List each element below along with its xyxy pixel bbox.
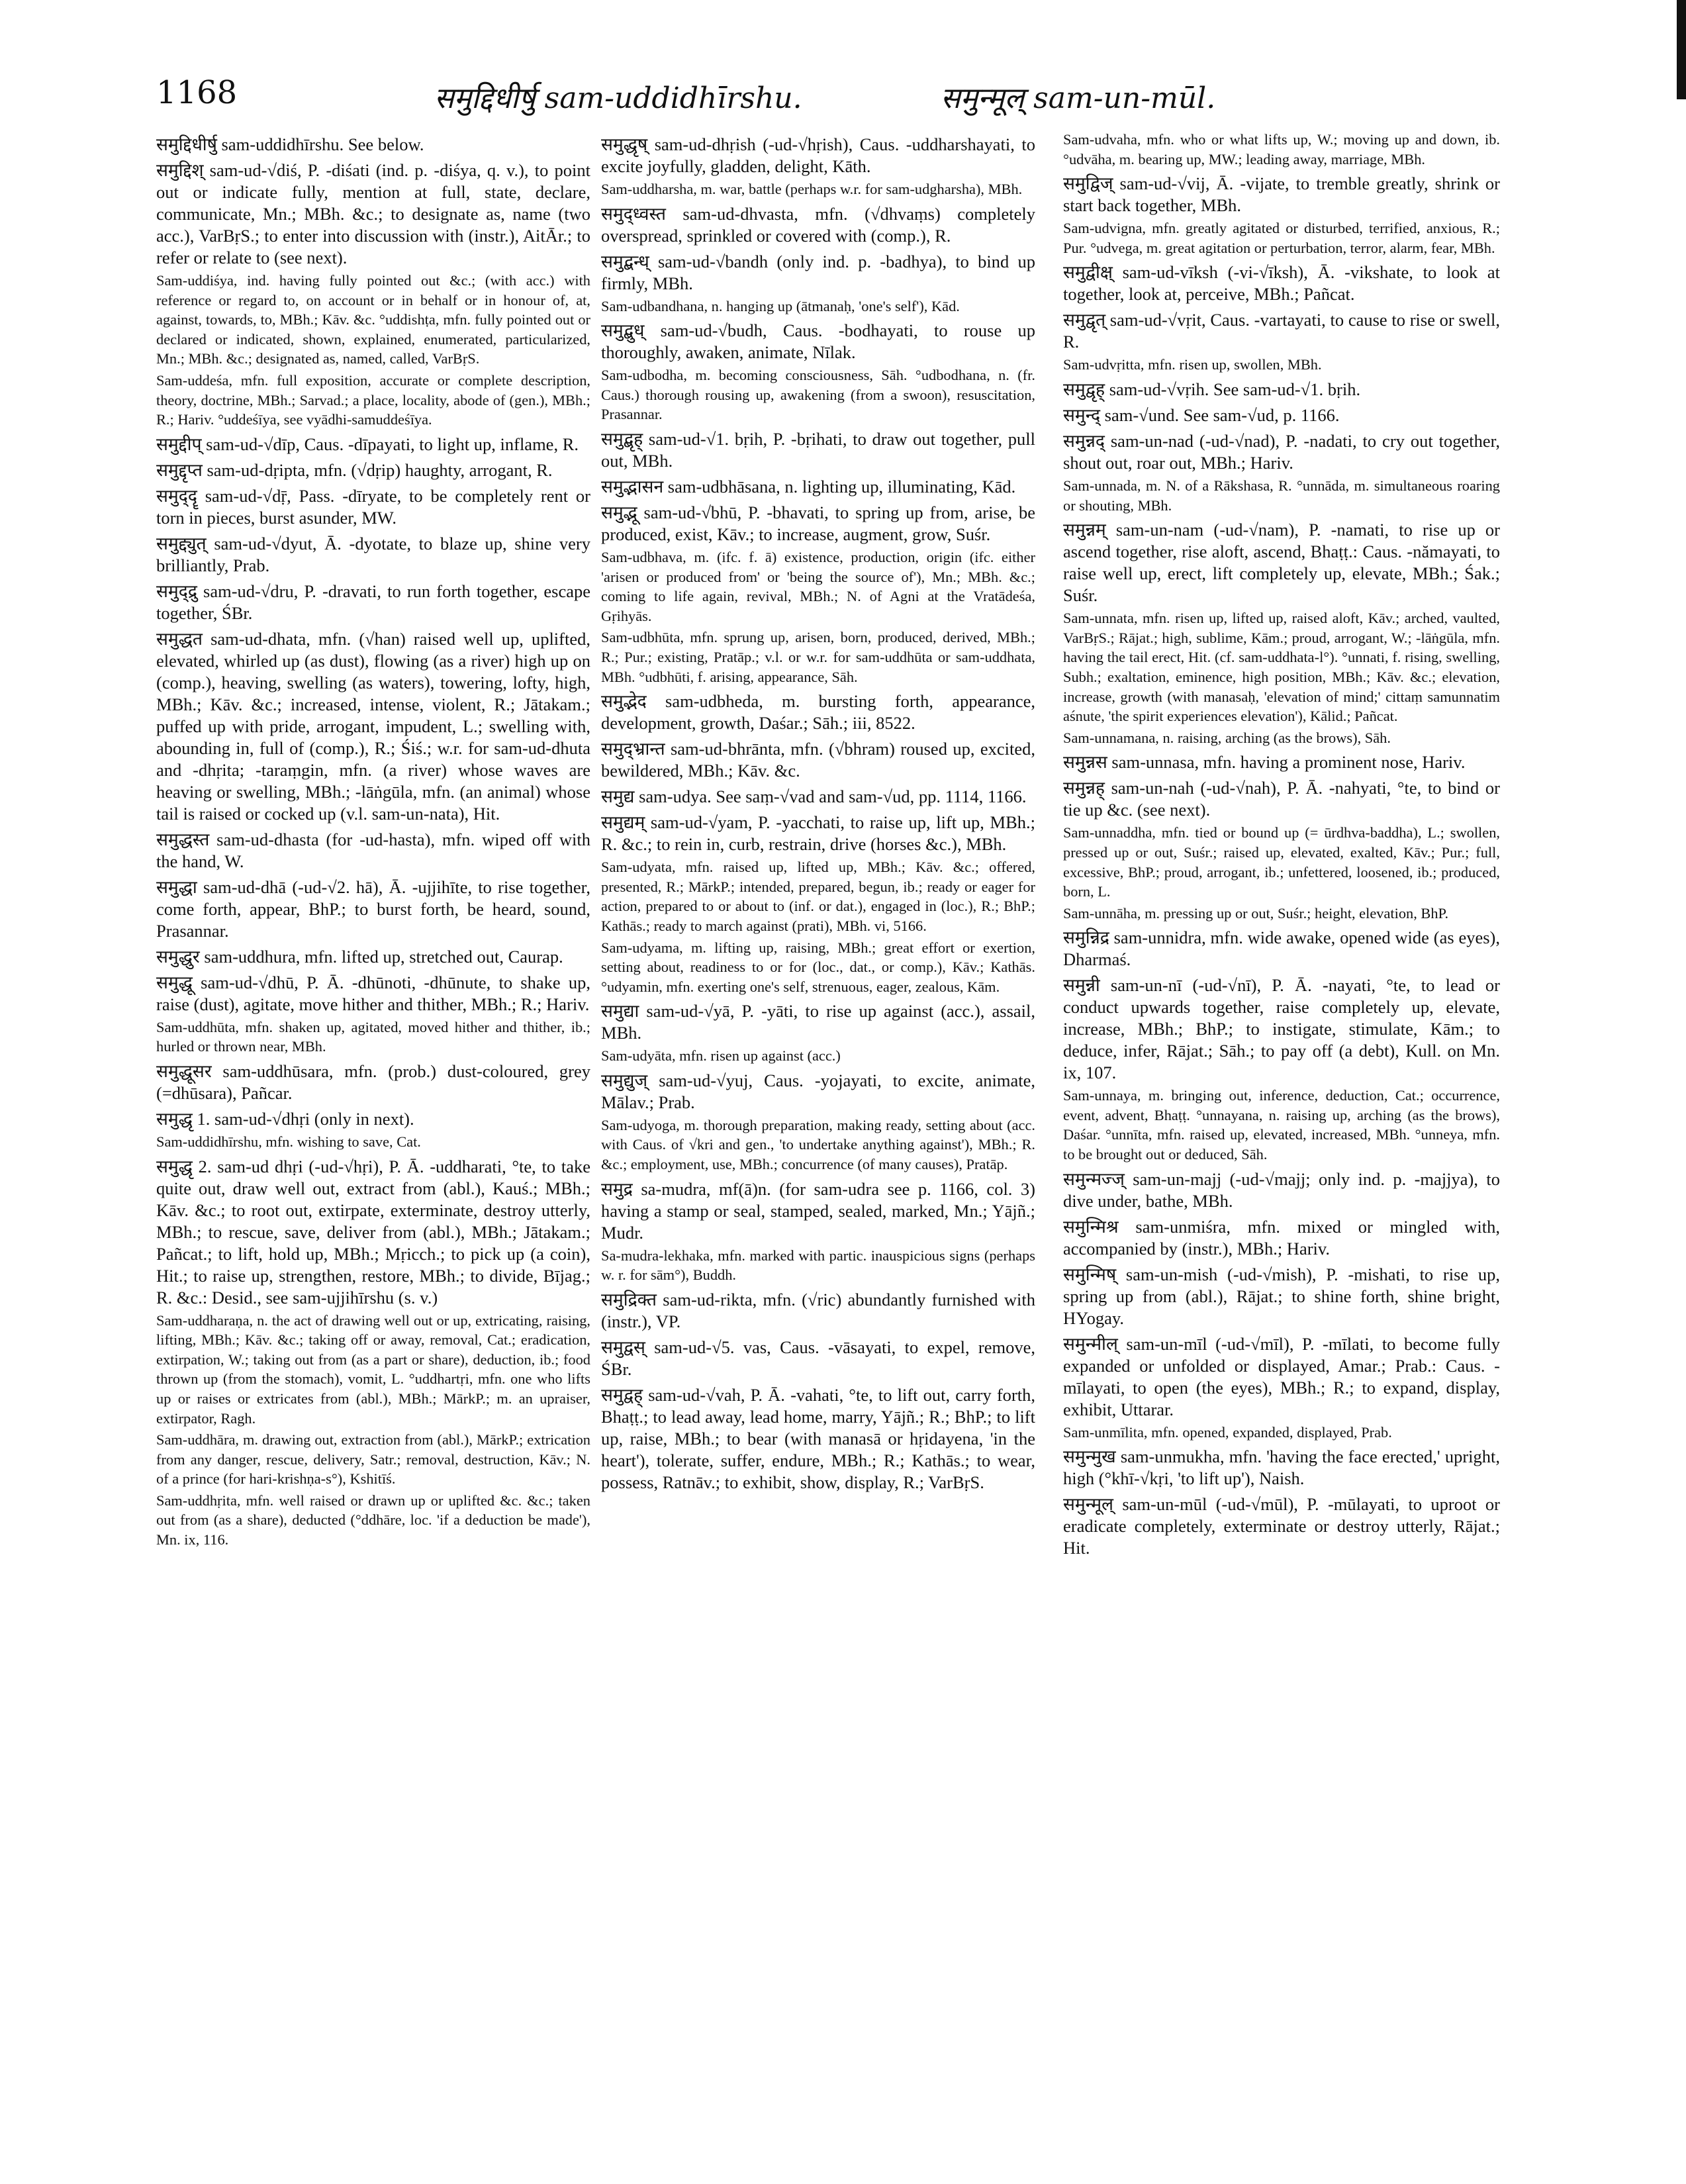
dictionary-entry: समुद्धृष् sam-ud-dhṛish (-ud-√hṛish), Caus. -uddharshayati, to excite joyfully, gladden, delight, Kāth. (601, 134, 1035, 176)
dictionary-entry: Sam-uddhṛita, mfn. well raised or drawn up or uplifted &c. &c.; taken out from (as a share), deducted (°ddhāre, loc. 'if a deduction be made'), Mn. ix, 116. (156, 1492, 590, 1548)
dictionary-entry: समुद्भासन sam-udbhāsana, n. lighting up, illuminating, Kād. (601, 476, 1016, 497)
dictionary-entry: समुद्विज् sam-ud-√vij, Ā. -vijate, to tremble greatly, shrink or start back together, MBh. (1063, 173, 1500, 216)
dictionary-entry: समुन्मिश्र sam-unmiśra, mfn. mixed or mingled with, accompanied by (instr.), MBh.; Hariv. (1063, 1216, 1500, 1258)
dictionary-entry: समुद्द्युत् sam-ud-√dyut, Ā. -dyotate, to blaze up, shine very brilliantly, Prab. (156, 533, 590, 575)
dictionary-entry: समुन्नम् sam-un-nam (-ud-√nam), P. -namati, to rise up or ascend together, rise aloft, ascend, Bhaṭṭ.: Caus. -nămayati, to raise well up, erect, lift completely up, elevate, MBh.; Śak.; Suśr. (1063, 520, 1500, 606)
dictionary-entry: Sam-uddiśya, ind. having fully pointed out &c.; (with acc.) with reference or regard to, on account or in behalf or in honour of, at, against, towards, to, MBh.; Kāv. &c. °uddishṭa, mfn. fully pointed out or declared or indicated, shown, explained, enumerated, particularized, Mn.; MBh. &c.; designated as, named, called, VarBṛS. (156, 272, 590, 367)
dictionary-entry: Sam-udbhūta, mfn. sprung up, arisen, born, produced, derived, MBh.; R.; Pur.; existing, Pratāp.; v.l. or w.r. for sam-uddhūta or sam-uddhata, MBh. °udbhūti, f. arising, appearance, Sāh. (601, 629, 1035, 685)
dictionary-entry: समुद्वह् sam-ud-√vah, P. Ā. -vahati, °te, to lift out, carry forth, Bhaṭṭ.; to lead away, lead home, marry, Yājñ.; R.; BhP.; to lift up, raise, MBh.; to bear (with manasā or hṛidayena, 'in the heart'), tolerate, suffer, endure, MBh.; R.; Kathās.; to wear, possess, Ratnāv.; to exhibit, show, display, R.; VarBṛS. (601, 1384, 1035, 1492)
dictionary-entry: समुद्धू sam-ud-√dhū, P. Ā. -dhūnoti, -dhūnute, to shake up, raise (dust), agitate, move hither and thither, MBh.; R.; Hariv. (156, 972, 590, 1014)
dictionary-entry: Sam-udbhava, m. (ifc. f. ā) existence, production, origin (ifc. either 'arisen or produced from' or 'being the source of'), Mn.; MBh. &c.; coming to life again, revival, MBh.; N. of Agni at the Vratādeśa, Gṛihyās. (601, 548, 1035, 624)
left-running-head: समुद्दिधीर्षु sam-uddidhīrshu. (434, 81, 802, 115)
dictionary-entry: समुद्दॄ sam-ud-√dṝ, Pass. -dīryate, to be completely rent or torn in pieces, burst asunder, MW. (156, 485, 590, 528)
dictionary-entry: समुद्धुर sam-uddhura, mfn. lifted up, stretched out, Caurap. (156, 946, 563, 967)
dictionary-entry: समुद्भ्रान्त sam-ud-bhrānta, mfn. (√bhram) roused up, excited, bewildered, MBh.; Kāv. &c. (601, 739, 1035, 781)
dictionary-entry: Sam-unnata, mfn. risen up, lifted up, raised aloft, Kāv.; arched, vaulted, VarBṛS.; Rājat.; high, sublime, Kām.; proud, arrogant, W.; -lāṅgūla, mfn. having the tail erect, Hit. (cf. sam-uddhata-l°). °unnati, f. rising, swelling, Subh.; exaltation, eminence, high position, MBh.; Kāv. &c.; elevation, increase, growth (with manasaḥ, 'elevation of mind;' cittaṃ samunnatim aśnute, 'the spirit experiences elevation'), Kālid.; Pañcat. (1063, 610, 1500, 725)
dictionary-entry: Sam-uddhūta, mfn. shaken up, agitated, moved hither and thither, ib.; hurled or thrown near, MBh. (156, 1018, 590, 1055)
dictionary-entry: Sa-mudra-lekhaka, mfn. marked with partic. inauspicious signs (perhaps w. r. for sām°), Buddh. (601, 1247, 1035, 1284)
dictionary-entry: समुद्धृ 2. sam-ud dhṛi (-ud-√hṛi), P. Ā. -uddharati, °te, to take quite out, draw well out, extract from (abl.), Kauś.; MBh.; Kāv. &c.; to root out, extirpate, exterminate, destroy utterly, MBh.; to rescue, save, deliver from (abl.), MBh.; Jātakam.; Pañcat.; to lift, hold up, MBh.; Mṛicch.; to pick up (a coin), Hit.; to raise up, strengthen, restore, MBh.; to divide, Bījag.; R. &c.: Desid., see sam-ujjihīrshu (s. v.) (156, 1156, 590, 1307)
page-number: 1168 (156, 74, 238, 111)
dictionary-entry: समुद्बन्ध् sam-ud-√bandh (only ind. p. -badhya), to bind up firmly, MBh. (601, 251, 1035, 293)
column-2 (601, 130, 1035, 1496)
dictionary-entry: समुन्द् sam-√und. See sam-√ud, p. 1166. (1063, 404, 1340, 425)
dictionary-entry: समुन्मील् sam-un-mīl (-ud-√mīl), P. -mīlati, to become fully expanded or unfolded or displayed, Amar.; Prab.: Caus. -mīlayati, to open (the eyes), MBh.; R.; to expand, display, exhibit, Uttarar. (1063, 1333, 1500, 1419)
dictionary-entry: Sam-unnamana, n. raising, arching (as the brows), Sāh. (1063, 729, 1391, 746)
dictionary-entry: समुन्मुख sam-unmukha, mfn. 'having the face erected,' upright, high (°khī-√kṛi, 'to lift up'), Naish. (1063, 1447, 1500, 1489)
scan-edge-mark (1677, 0, 1686, 99)
dictionary-entry: समुद्वीक्ष् sam-ud-vīksh (-vi-√īksh), Ā. -vikshate, to look at together, look at, perceive, MBh.; Pañcat. (1063, 262, 1500, 305)
dictionary-entry: समुद्यम् sam-ud-√yam, P. -yacchati, to raise up, lift up, MBh.; R. &c.; to rein in, curb, restrain, drive (horses &c.), MBh. (601, 812, 1035, 855)
dictionary-entry: Sam-unnaya, m. bringing out, inference, deduction, Cat.; occurrence, event, advent, Bhaṭṭ. °unnayana, n. raising up, arching (as the brows), Daśar. °unnīta, mfn. raised up, elevated, increased, MBh. °unneya, mfn. to be brought out or deduced, Sāh. (1063, 1087, 1500, 1163)
dictionary-entry: समुद्धृ 1. sam-ud-√dhṛi (only in next). (156, 1108, 414, 1129)
dictionary-entry: Sam-uddidhīrshu, mfn. wishing to save, Cat. (156, 1133, 421, 1150)
dictionary-entry: समुद्दिधीर्षु sam-uddidhīrshu. See below. (156, 134, 424, 154)
dictionary-entry: Sam-unmīlita, mfn. opened, expanded, displayed, Prab. (1063, 1423, 1392, 1441)
dictionary-entry: Sam-udbandhana, n. hanging up (ātmanaḥ, 'one's self'), Kād. (601, 297, 960, 314)
dictionary-entry: Sam-unnada, m. N. of a Rākshasa, R. °unnāda, m. simultaneous roaring or shouting, MBh. (1063, 477, 1500, 514)
dictionary-entry: समुद्वृत् sam-ud-√vṛit, Caus. -vartayati, to cause to rise or swell, R. (1063, 310, 1500, 352)
dictionary-entry: Sam-udvṛitta, mfn. risen up, swollen, MBh. (1063, 356, 1322, 373)
dictionary-entry: समुद्बृह् sam-ud-√1. bṛih, P. -bṛihati, to draw out together, pull out, MBh. (601, 428, 1035, 471)
dictionary-entry: समुद्रिक्त sam-ud-rikta, mfn. (√ric) abundantly furnished with (instr.), VP. (601, 1289, 1035, 1331)
dictionary-entry: समुद्य sam-udya. See saṃ-√vad and sam-√ud, pp. 1114, 1166. (601, 786, 1027, 807)
dictionary-entry: समुन्नह् sam-un-nah (-ud-√nah), P. Ā. -nahyati, °te, to bind or tie up &c. (see next). (1063, 778, 1500, 820)
dictionary-entry: Sam-udyāta, mfn. risen up against (acc.) (601, 1047, 841, 1065)
dictionary-entry: समुन्निद्र sam-unnidra, mfn. wide awake, opened wide (as eyes), Dharmaś. (1063, 927, 1500, 970)
dictionary-entry: Sam-udyata, mfn. raised up, lifted up, MBh.; Kāv. &c.; offered, presented, R.; MārkP.; intended, prepared, begun, ib.; ready or eager for action, prepared to or about to (inf. or dat.), engaged in (loc.), R.; BhP.; Kathās.; ready to march against (prati), MBh. vi, 5166. (601, 859, 1035, 934)
dictionary-entry: समुद्धत sam-ud-dhata, mfn. (√han) raised well up, uplifted, elevated, whirled up (as dust), flowing (as a river) high up on (comp.), heaving, swelling (as waters), towering, lofty, high, MBh.; Kāv. &c.; increased, intense, violent, R.; Jātakam.; puffed up with pride, arrogant, impudent, L.; swelling with, abounding in, full of (comp.), R.; Śiś.; w.r. for sam-ud-dhuta and -dhṛita; -taraṃgin, mfn. (a river) whose waves are heaving or swelling, MBh.; -lāṅgūla, mfn. (an animal) whose tail is raised or cocked up (v.l. sam-un-nata), Hit. (156, 628, 590, 824)
dictionary-entry: समुद्भेद sam-udbheda, m. bursting forth, appearance, development, growth, Daśar.; Sāh.; iii, 8522. (601, 691, 1035, 734)
dictionary-entry: समुद्दृप्त sam-ud-dṛipta, mfn. (√dṛip) haughty, arrogant, R. (156, 459, 553, 480)
dictionary-entry: Sam-uddharaṇa, n. the act of drawing well out or up, extricating, raising, lifting, MBh.; Kāv. &c.; taking off or away, removal, Cat.; eradication, extirpation, W.; taking out from (as a part or share), deduction, ib.; food thrown up (from the stomach), vomit, L. °uddhartṛi, mfn. one who lifts up or raises or extricates from (abl.), MBh.; MārkP.; m. an upraiser, extirpator, Ragh. (156, 1311, 590, 1427)
dictionary-entry: समुद्युज् sam-ud-√yuj, Caus. -yojayati, to excite, animate, Mālav.; Prab. (601, 1070, 1035, 1112)
right-running-head: समुन्मूल् sam-un-mūl. (941, 81, 1216, 115)
column-3 (1063, 130, 1500, 1561)
dictionary-entry: समुन्मिष् sam-un-mish (-ud-√mish), P. -mishati, to rise up, spring up from (abl.), Rājat.; to shine forth, shine bright, HYogay. (1063, 1264, 1500, 1328)
page-header (156, 74, 1536, 120)
dictionary-entry: समुन्मज्ज् sam-un-majj (-ud-√majj; only ind. p. -majjya), to dive under, bathe, MBh. (1063, 1168, 1500, 1211)
dictionary-entry: Sam-udbodha, m. becoming consciousness, Sāh. °udbodhana, n. (fr. Caus.) thorough rousing up, awakening (from a swoon), resuscitation, Prasannar. (601, 367, 1035, 423)
dictionary-entry: समुद्धा sam-ud-dhā (-ud-√2. hā), Ā. -ujjihīte, to rise together, come forth, appear, BhP.; to burst forth, be heard, sound, Prasannar. (156, 877, 590, 941)
dictionary-entry: समुद्या sam-ud-√yā, P. -yāti, to rise up against (acc.), assail, MBh. (601, 1001, 1035, 1043)
dictionary-entry: Sam-udvaha, mfn. who or what lifts up, W.; moving up and down, ib. °udvāha, m. bearing up, MW.; leading away, marriage, MBh. (1063, 131, 1500, 167)
dictionary-entry: समुन्नस sam-unnasa, mfn. having a prominent nose, Hariv. (1063, 752, 1466, 773)
dictionary-entry: समुद्ध्वस्त sam-ud-dhvasta, mfn. (√dhvaṃs) completely overspread, sprinkled or covered with (comp.), R. (601, 203, 1035, 246)
dictionary-entry: समुद्भू sam-ud-√bhū, P. -bhavati, to spring up from, arise, be produced, exist, Kāv.; to increase, augment, grow, Suśr. (601, 502, 1035, 544)
dictionary-entry: Sam-udvigna, mfn. greatly agitated or disturbed, terrified, anxious, R.; Pur. °udvega, m. great agitation or perturbation, terror, alarm, fear, MBh. (1063, 220, 1500, 256)
dictionary-entry: Sam-uddeśa, mfn. full exposition, accurate or complete description, theory, doctrine, MBh.; Sarvad.; a place, locality, abode of (gen.), MBh.; R.; Hariv. °uddeśīya, see vyādhi-samuddeśīya. (156, 371, 590, 428)
dictionary-entry: समुद्र sa-mudra, mf(ā)n. (for sam-udra see p. 1166, col. 3) having a stamp or seal, stamped, sealed, marked, Mn.; Yājñ.; Mudr. (601, 1178, 1035, 1243)
dictionary-entry: Sam-unnaddha, mfn. tied or bound up (= ūrdhva-baddha), L.; swollen, pressed up or out, Suśr.; raised up, elevated, exalted, Kāv.; Pur.; full, excessive, BhP.; proud, arrogant, ib.; unfettered, loosened, ib.; produced, born, L. (1063, 824, 1500, 900)
dictionary-entry: समुद्धूसर sam-uddhūsara, mfn. (prob.) dust-coloured, grey (=dhūsara), Pañcar. (156, 1061, 590, 1103)
dictionary-entry: Sam-uddhāra, m. drawing out, extraction from (abl.), MārkP.; extrication from any danger, rescue, delivery, Satr.; removal, destruction, Kāv.; N. of a prince (for hari-krishṇa-s°), Kshitīś. (156, 1431, 590, 1488)
dictionary-entry: Sam-udyama, m. lifting up, raising, MBh.; great effort or exertion, setting about, readiness to or for (loc., dat., or comp.), Kāv.; Kathās. °udyamin, mfn. exerting one's self, strenuous, eager, zealous, Kām. (601, 939, 1035, 995)
dictionary-entry: Sam-udyoga, m. thorough preparation, making ready, setting about (acc. with Caus. of √kri and gen., 'to undertake anything against'), MBh.; R. &c.; employment, use, MBh.; concurrence (of many causes), Pratāp. (601, 1116, 1035, 1173)
dictionary-entry: समुद्धस्त sam-ud-dhasta (for -ud-hasta), mfn. wiped off with the hand, W. (156, 829, 590, 871)
dictionary-entry: समुन्मूल् sam-un-mūl (-ud-√mūl), P. -mūlayati, to uproot or eradicate completely, exterminate or destroy utterly, Rājat.; Hit. (1063, 1494, 1500, 1558)
dictionary-entry: समुद्द्रु sam-ud-√dru, P. -dravati, to run forth together, escape together, ŚBr. (156, 581, 590, 623)
column-1 (156, 130, 590, 1552)
dictionary-entry: Sam-unnāha, m. pressing up or out, Suśr.; height, elevation, BhP. (1063, 904, 1449, 922)
dictionary-entry: Sam-uddharsha, m. war, battle (perhaps w.r. for sam-udgharsha), MBh. (601, 181, 1023, 197)
dictionary-entry: समुद्वस् sam-ud-√5. vas, Caus. -vāsayati, to expel, remove, ŚBr. (601, 1337, 1035, 1379)
dictionary-entry: समुद्दीप् sam-ud-√dīp, Caus. -dīpayati, to light up, inflame, R. (156, 434, 579, 454)
dictionary-entry: समुद्दिश् sam-ud-√diś, P. -diśati (ind. p. -diśya, q. v.), to point out or indicate fully, mention at full, state, declare, communicate, Mn.; MBh. &c.; to designate as, name (two acc.), VarBṛS.; to enter into discussion with (instr.), AitĀr.; to refer or relate to (see next). (156, 160, 590, 267)
dictionary-entry: समुद्वृह् sam-ud-√vṛih. See sam-ud-√1. bṛih. (1063, 379, 1361, 399)
dictionary-entry: समुन्नी sam-un-nī (-ud-√nī), P. Ā. -nayati, °te, to lead or conduct upwards together, raise completely up, elevate, increase, MBh.; BhP.; to instigate, stimulate, Kām.; to deduce, infer, Rājat.; Sāh.; to pay off (a debt), Kull. on Mn. ix, 107. (1063, 975, 1500, 1083)
dictionary-entry: समुन्नद् sam-un-nad (-ud-√nad), P. -nadati, to cry out together, shout out, roar out, MBh.; Hariv. (1063, 430, 1500, 473)
dictionary-entry: समुद्बुध् sam-ud-√budh, Caus. -bodhayati, to rouse up thoroughly, awaken, animate, Nīlak. (601, 320, 1035, 363)
